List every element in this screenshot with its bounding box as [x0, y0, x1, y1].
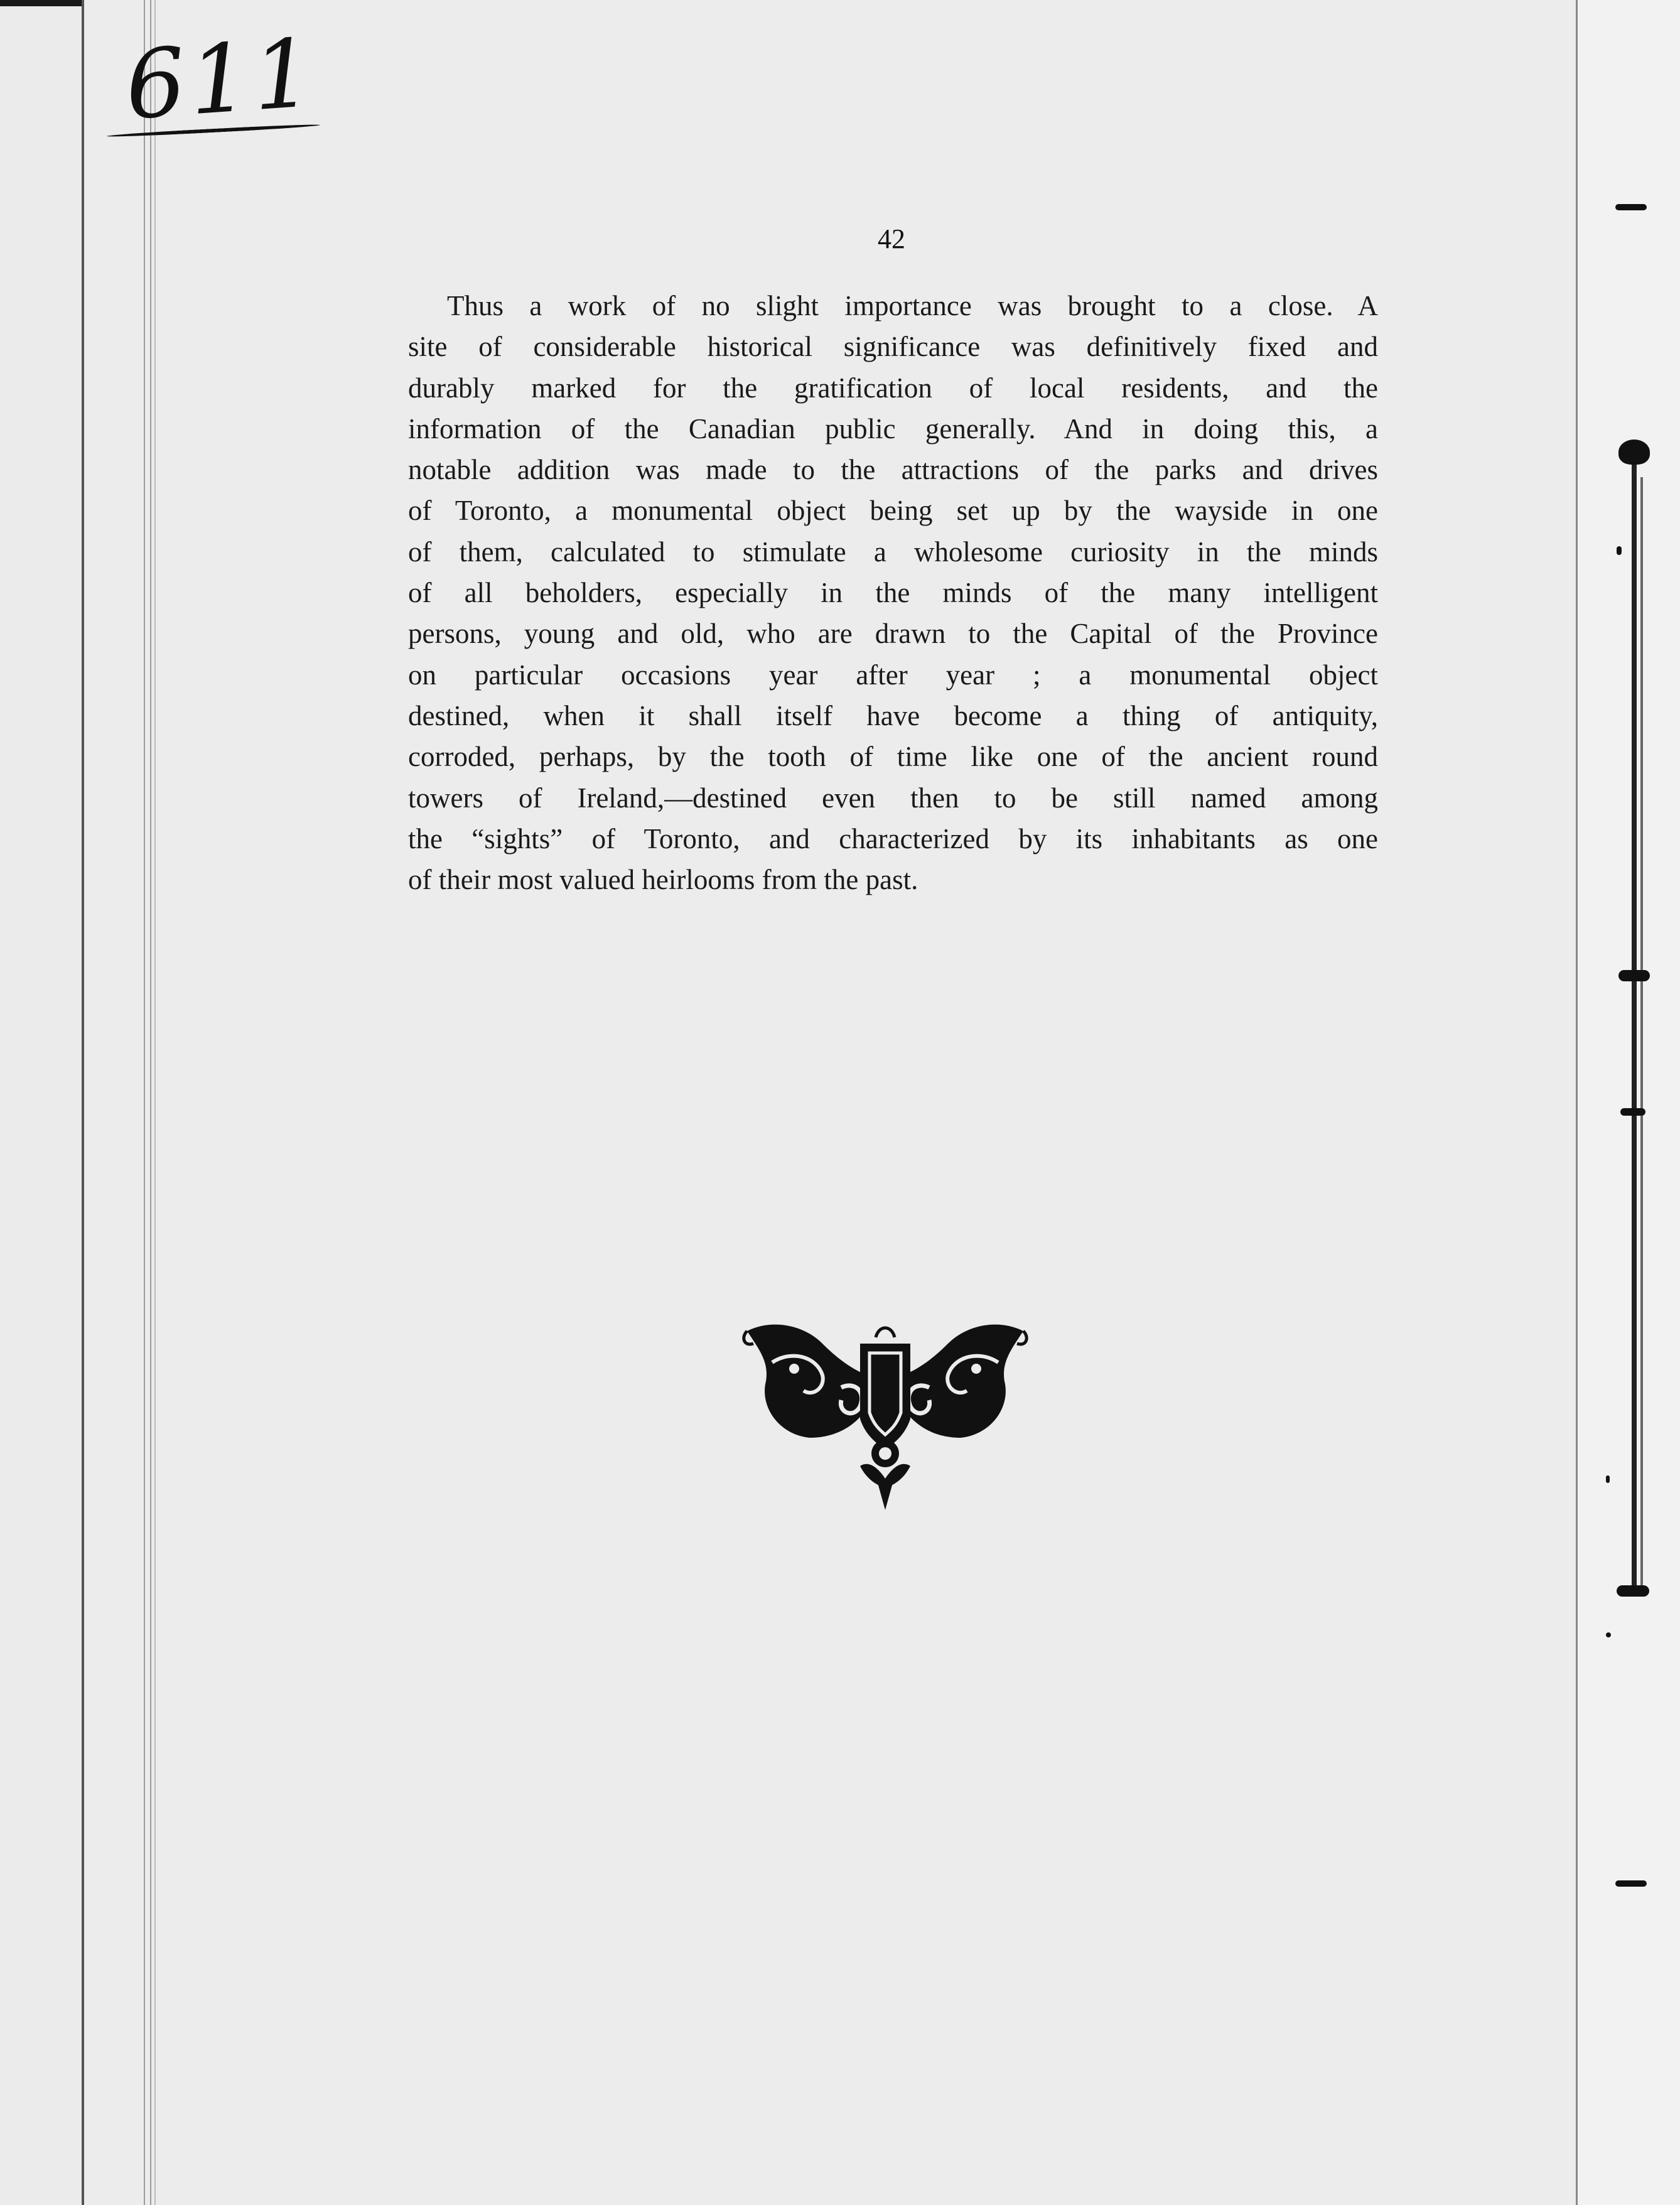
text-line: the “sights” of Toronto, and characterized by its inhabitants as one — [408, 822, 1378, 855]
text-line: of all beholders, especially in the minds of the many intelligent — [408, 577, 1378, 609]
binding-mark — [1618, 970, 1650, 981]
decorative-dolphin-ornament-icon — [735, 1318, 1036, 1513]
text-line: corroded, perhaps, by the tooth of time like one of the ancient round — [408, 741, 1378, 773]
text-line: of them, calculated to stimulate a wholesome curiosity in the minds — [408, 536, 1378, 568]
text-line: on particular occasions year after year ; a monumental object — [408, 659, 1378, 691]
binding-knot — [1618, 439, 1650, 465]
page-number: 42 — [878, 224, 905, 254]
text-line: site of considerable historical significance was definitively fixed and — [408, 331, 1378, 363]
binding-mark — [1617, 1585, 1649, 1597]
text-line: of Toronto, a monumental object being set up by the wayside in one — [408, 495, 1378, 527]
binding-strip — [1576, 0, 1680, 2205]
page-edge-line — [144, 0, 145, 2205]
binding-dot — [1606, 1632, 1611, 1637]
text-line: notable addition was made to the attractions of the parks and drives — [408, 454, 1378, 486]
binding-thread-shadow — [1640, 477, 1643, 1595]
binding-mark — [1615, 204, 1647, 210]
text-line: persons, young and old, who are drawn to the Capital of the Province — [408, 618, 1378, 650]
text-line: durably marked for the gratification of local residents, and the — [408, 372, 1378, 404]
binding-mark — [1620, 1108, 1645, 1116]
text-line: towers of Ireland,—destined even then to be still named among — [408, 782, 1378, 814]
page-edge-line — [154, 0, 156, 2205]
binding-dot — [1617, 546, 1622, 555]
page-edge-line — [150, 0, 151, 2205]
binding-dot — [1606, 1475, 1610, 1483]
text-line: Thus a work of no slight importance was brought to a close. A — [447, 290, 1378, 321]
body-paragraph — [408, 286, 1378, 900]
text-line: of their most valued heirlooms from the past. — [408, 864, 918, 896]
text-line: information of the Canadian public generally. And in doing this, a — [408, 412, 1378, 445]
handwritten-catalog-number: 611 — [122, 18, 321, 141]
text-line: destined, when it shall itself have become a thing of antiquity, — [408, 699, 1378, 731]
binding-mark — [1615, 1880, 1647, 1887]
binding-thread — [1632, 465, 1637, 1595]
